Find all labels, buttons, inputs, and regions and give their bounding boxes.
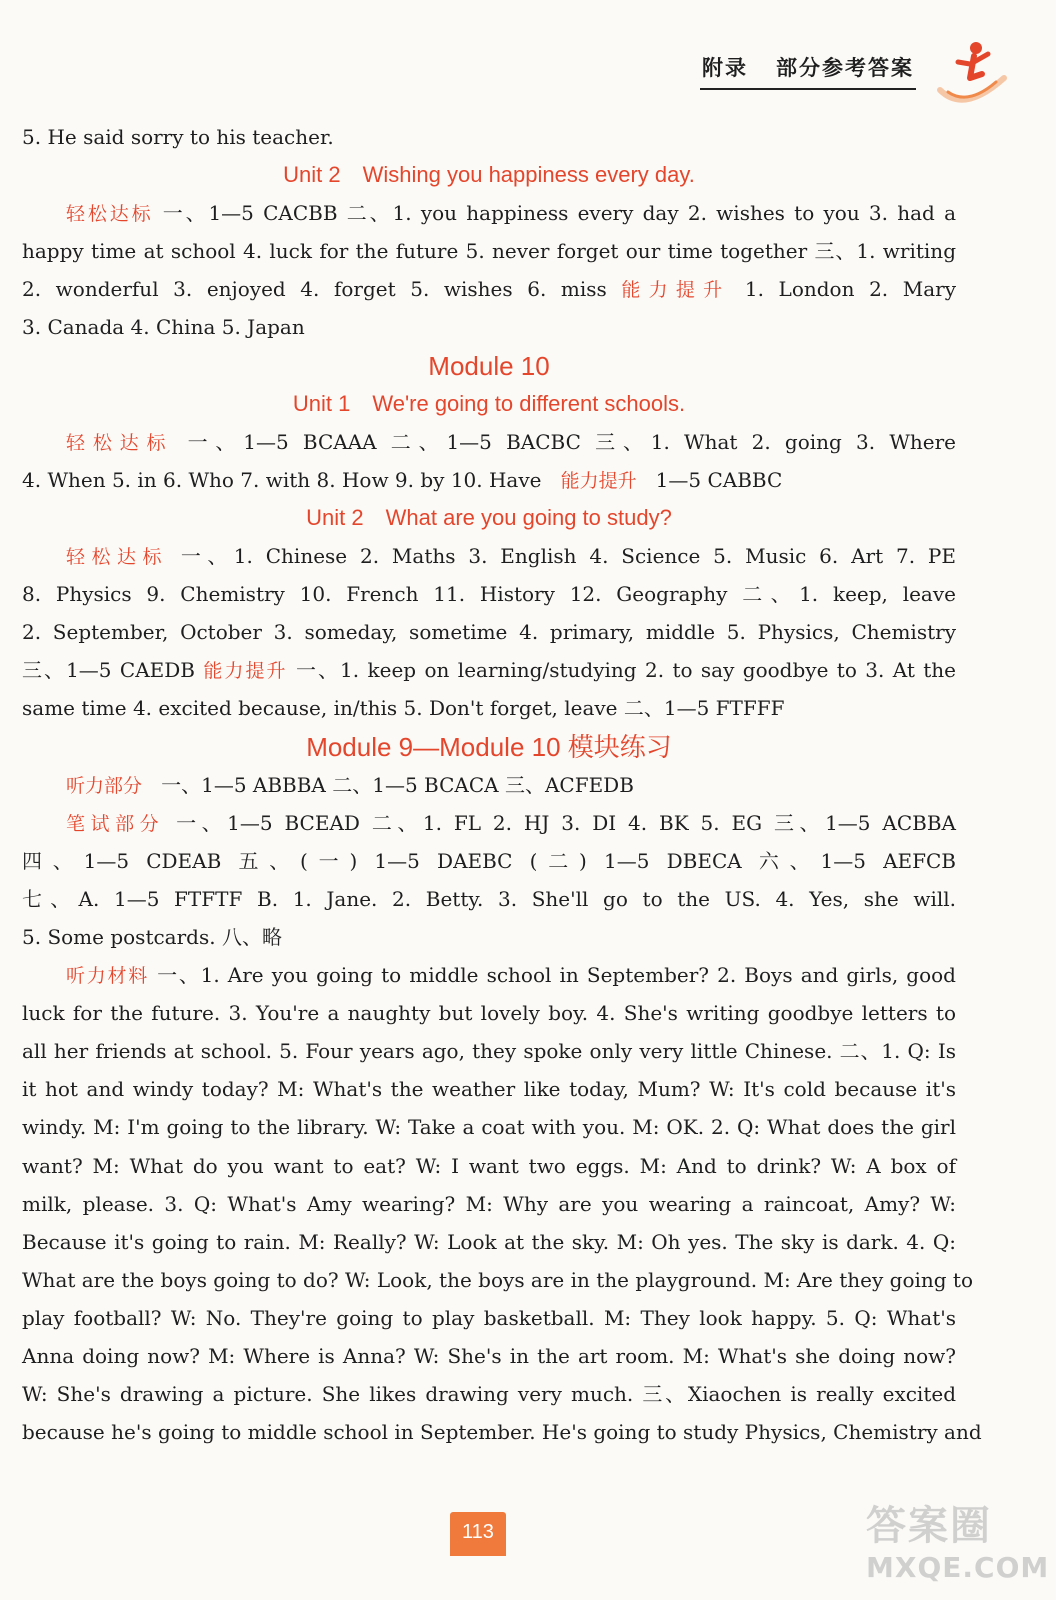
- text-line: 听力材料 一、1. Are you going to middle school in September? 2. Boys and girls, good: [66, 963, 956, 988]
- text-line: 轻松达标 一、1. Chinese 2. Maths 3. English 4. Science 5. Music 6. Art 7. PE: [66, 544, 956, 569]
- practice-heading: Module 9—Module 10 模块练习: [306, 731, 672, 762]
- text-line: 七、A. 1—5 FTFTF B. 1. Jane. 2. Betty. 3. She'll go to the US. 4. Yes, she will.: [22, 886, 956, 911]
- page-number: 113: [450, 1512, 506, 1556]
- text-line: 5. Some postcards. 八、略: [22, 924, 282, 949]
- text-line: happy time at school 4. luck for the future 5. never forget our time together 三、1. writing: [22, 239, 956, 264]
- text-line: What are the boys going to do? W: Look, the boys are in the playground. M: Are they going to: [22, 1267, 974, 1292]
- text-line: windy. M: I'm going to the library. W: Take a coat with you. M: OK. 2. Q: What does the girl: [22, 1115, 956, 1140]
- label-easy: 轻松达标: [66, 431, 174, 454]
- text-line: play football? W: No. They're going to play basketball. M: They look happy. 5. Q: What's: [22, 1305, 956, 1330]
- watermark: [866, 1494, 1050, 1584]
- header-appendix: 附录: [702, 56, 748, 80]
- label-easy: 轻松达标: [66, 203, 154, 226]
- text-line: luck for the future. 3. You're a naughty but lovely boy. 4. She's writing goodbye letters to: [22, 1001, 956, 1026]
- label-ability: 能力提升: [560, 469, 637, 492]
- label-written: 笔试部分: [66, 812, 165, 835]
- label-listening: 听力部分: [66, 774, 143, 797]
- unit-title: What are you going to study?: [385, 504, 672, 530]
- text-line: because he's going to middle school in September. He's going to study Physics, Chemistry and: [22, 1420, 982, 1445]
- watermark-url: MXQE.COM: [866, 1551, 1050, 1584]
- text-line: 8. Physics 9. Chemistry 10. French 11. History 12. Geography 二、1. keep, leave: [22, 582, 956, 607]
- text-line: 轻松达标 一、1—5 CACBB 二、1. you happiness every day 2. wishes to you 3. had a: [66, 201, 956, 226]
- answer-content: [22, 118, 982, 1451]
- mascot-logo-icon: [934, 34, 1014, 114]
- unit-title: We're going to different schools.: [372, 390, 686, 416]
- label-ability: 能力提升: [203, 660, 288, 683]
- text-line: 2. September, October 3. someday, sometime 4. primary, middle 5. Physics, Chemistry: [22, 620, 956, 645]
- text-line: 听力部分 一、1—5 ABBBA 二、1—5 BCACA 三、ACFEDB: [66, 772, 634, 797]
- text-line: want? M: What do you want to eat? W: I want two eggs. M: And to drink? W: A box of: [22, 1153, 956, 1178]
- text-line: same time 4. excited because, in/this 5. Don't forget, leave 二、1—5 FTFFF: [22, 696, 785, 721]
- section-heading: [22, 499, 956, 537]
- unit-label: Unit 1: [292, 390, 351, 416]
- header-answers: 部分参考答案: [776, 56, 914, 80]
- text-line: it hot and windy today? M: What's the weather like today, Mum? W: It's cold because it's: [22, 1077, 956, 1102]
- text-line: 4. When 5. in 6. Who 7. with 8. How 9. by 10. Have 能力提升 1—5 CABBC: [22, 467, 783, 492]
- section-heading: [22, 385, 956, 423]
- text-line: Anna doing now? M: Where is Anna? W: She's in the art room. M: What's she doing now?: [22, 1344, 956, 1368]
- text-line: 四、1—5 CDEAB 五、(一) 1—5 DAEBC (二) 1—5 DBECA 六、1—5 AEFCB: [22, 848, 956, 873]
- text-line: 2. wonderful 3. enjoyed 4. forget 5. wishes 6. miss 能力提升 1. London 2. Mary: [22, 277, 956, 302]
- unit-label: Unit 2: [283, 162, 341, 188]
- label-material: 听力材料: [66, 965, 149, 988]
- text-line: W: She's drawing a picture. She likes drawing very much. 三、Xiaochen is really excited: [22, 1382, 956, 1407]
- text-line: milk, please. 3. Q: What's Amy wearing? M: Why are you wearing a raincoat, Amy? W:: [22, 1191, 956, 1216]
- page-header: [700, 48, 916, 90]
- text-line: 三、1—5 CAEDB 能力提升 一、1. keep on learning/studying 2. to say goodbye to 3. At the: [22, 658, 957, 683]
- text-line: 轻松达标 一、1—5 BCAAA 二、1—5 BACBC 三、1. What 2. going 3. Where: [66, 429, 956, 454]
- text-line: Because it's going to rain. M: Really? W: Look at the sky. M: Oh yes. The sky is dark. 4. Q:: [22, 1229, 956, 1254]
- text-line: 笔试部分 一、1—5 BCEAD 二、1. FL 2. HJ 3. DI 4. BK 5. EG 三、1—5 ACBBA: [66, 810, 956, 835]
- label-ability: 能力提升: [621, 279, 731, 302]
- text-line: 5. He said sorry to his teacher.: [22, 125, 334, 149]
- watermark-text: 答案圈: [866, 1503, 992, 1549]
- module-heading: Module 10: [428, 350, 550, 381]
- text-line: all her friends at school. 5. Four years ago, they spoke only very little Chinese. 二、1. Q: Is: [22, 1039, 956, 1064]
- unit-title: Wishing you happiness every day.: [362, 162, 695, 188]
- text-line: 3. Canada 4. China 5. Japan: [22, 315, 305, 340]
- unit-label: Unit 2: [306, 504, 364, 530]
- label-easy: 轻松达标: [66, 546, 168, 569]
- section-heading: [22, 156, 956, 194]
